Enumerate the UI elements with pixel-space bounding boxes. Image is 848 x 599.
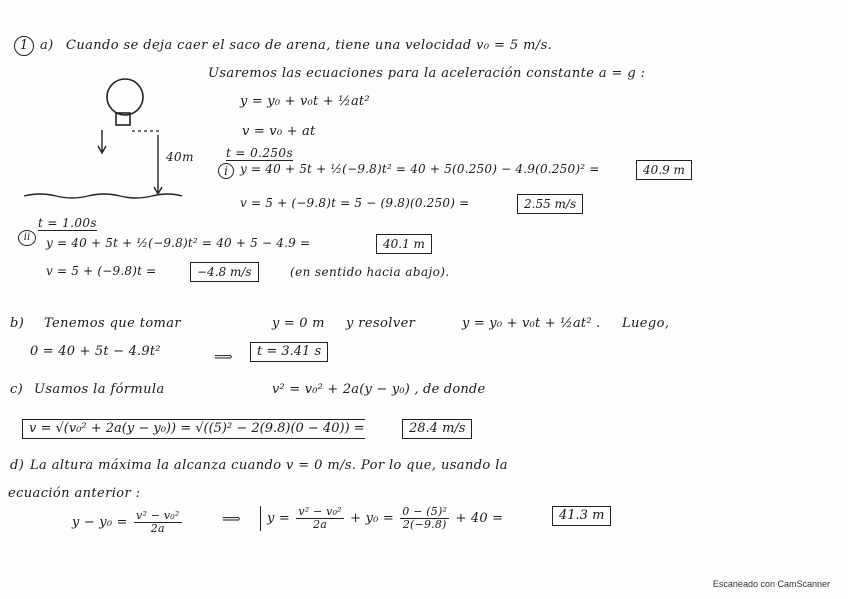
- part-d-mid-lhs: y =: [267, 511, 290, 526]
- problem-number: 1: [14, 36, 34, 56]
- case-ii-marker: ii: [18, 230, 36, 246]
- part-d-result: 41.3 m: [552, 506, 611, 526]
- part-b-text-2: y resolver: [346, 316, 416, 331]
- part-d-equation-left: [72, 510, 184, 535]
- part-d-mid-tail: + y₀ =: [350, 511, 394, 526]
- part-b-condition: y = 0 m: [272, 316, 325, 331]
- case-ii-v-result: −4.8 m/s: [190, 262, 259, 282]
- part-a-method: Usaremos las ecuaciones para la aceleración constante a = g :: [208, 66, 646, 81]
- part-d-right-denominator: 2(−9.8): [402, 518, 447, 531]
- part-b-label: b): [10, 316, 25, 331]
- part-d-equation-right: [260, 506, 503, 531]
- equation-velocity: v = v₀ + at: [242, 124, 316, 139]
- case-i-time: t = 0.250s: [226, 146, 294, 160]
- implies-arrow-icon: ⟹: [222, 512, 241, 527]
- part-c-equation: v = √(v₀² + 2a(y − y₀)) = √((5)² − 2(9.8)(0 − 40)) =: [22, 419, 365, 439]
- part-d-left-numerator: v² − v₀²: [136, 509, 180, 522]
- implies-arrow-icon: ⟹: [214, 350, 233, 365]
- balloon-shape: [107, 79, 143, 115]
- equation-position: y = y₀ + v₀t + ½at²: [240, 94, 370, 109]
- case-ii-v-note: (en sentido hacia abajo).: [290, 265, 450, 279]
- part-d-left-fraction: [134, 510, 181, 535]
- part-b-result: t = 3.41 s: [250, 342, 328, 362]
- part-d-text: La altura máxima la alcanza cuando v = 0 m/s. Por lo que, usando la: [30, 458, 508, 473]
- part-d-mid-fraction: [296, 506, 343, 531]
- part-d-right-fraction: [400, 506, 449, 531]
- case-ii-v-equation: v = 5 + (−9.8)t =: [46, 264, 157, 278]
- part-d-right-numerator: 0 − (5)²: [402, 505, 448, 518]
- part-c-text: Usamos la fórmula: [34, 382, 165, 397]
- part-b-text-1: Tenemos que tomar: [44, 316, 182, 331]
- case-ii-y-result: 40.1 m: [376, 234, 432, 254]
- part-c-result: 28.4 m/s: [402, 419, 472, 439]
- down-arrow-icon: [98, 130, 106, 153]
- part-c-formula: v² = v₀² + 2a(y − y₀) , de donde: [272, 382, 486, 397]
- part-b-equation: y = y₀ + v₀t + ½at² .: [462, 316, 601, 331]
- ground-line: [24, 194, 182, 198]
- part-b-text-3: Luego,: [622, 316, 670, 331]
- case-i-y-result: 40.9 m: [636, 160, 692, 180]
- case-i-marker: i: [218, 163, 234, 179]
- part-b-solve: 0 = 40 + 5t − 4.9t²: [30, 344, 161, 359]
- part-c-label: c): [10, 382, 24, 397]
- case-ii-time: t = 1.00s: [38, 216, 97, 230]
- part-a-intro: Cuando se deja caer el saco de arena, tiene una velocidad v₀ = 5 m/s.: [66, 38, 553, 53]
- part-d-text-2: ecuación anterior :: [8, 486, 141, 501]
- case-i-y-equation: y = 40 + 5t + ½(−9.8)t² = 40 + 5(0.250) − 4.9(0.250)² =: [240, 162, 600, 176]
- case-i-v-equation: v = 5 + (−9.8)t = 5 − (9.8)(0.250) =: [240, 196, 470, 210]
- part-d-right-tail: + 40 =: [455, 511, 504, 526]
- part-d-mid-numerator: v² − v₀²: [298, 505, 342, 518]
- height-arrow: [154, 135, 162, 194]
- part-d-left-lhs: y − y₀ =: [72, 515, 128, 530]
- case-i-v-result: 2.55 m/s: [517, 194, 583, 214]
- part-d-left-denominator: 2a: [150, 522, 165, 535]
- part-a-label: a): [40, 38, 54, 53]
- scanner-watermark: Escaneado con CamScanner: [712, 579, 830, 589]
- case-ii-y-equation: y = 40 + 5t + ½(−9.8)t² = 40 + 5 − 4.9 =: [46, 236, 311, 250]
- part-d-mid-denominator: 2a: [313, 518, 328, 531]
- height-label: 40m: [166, 150, 194, 164]
- part-d-label: d): [10, 458, 25, 473]
